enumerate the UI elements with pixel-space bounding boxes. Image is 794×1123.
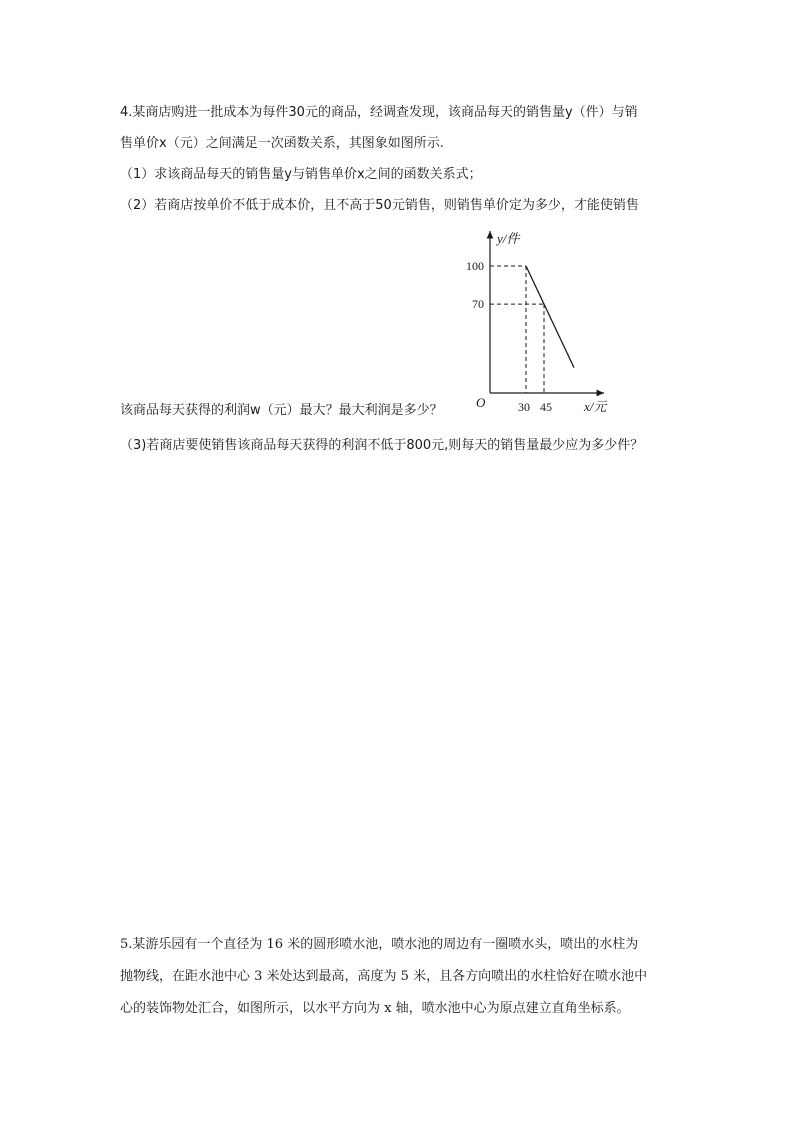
y-tick-label-70: 70 — [472, 297, 484, 312]
function-line — [526, 266, 574, 368]
problem5-line1: 5.某游乐园有一个直径为 16 米的圆形喷水池，喷水池的周边有一圈喷水头，喷出的水柱为 — [120, 937, 639, 952]
x-tick-label-30: 30 — [518, 400, 530, 414]
problem4-q3: （3)若商店要使销售该商品每天获得的利润不低于800元,则每天的销售量最少应为多少件？ — [120, 438, 644, 453]
problem4-q2-a: （2）若商店按单价不低于成本价，且不高于50元销售，则销售单价定为多少，才能使销售 — [120, 198, 639, 213]
x-tick-label-45: 45 — [540, 400, 552, 414]
x-axis-label: x/元 — [584, 399, 607, 414]
problem5-line2: 抛物线，在距水池中心 3 米处达到最高，高度为 5 米，且各方向喷出的水柱恰好在喷水池中 — [120, 969, 648, 984]
problem5-line3: 心的装饰物处汇合，如图所示，以水平方向为 x 轴，喷水池中心为原点建立直角坐标系。 — [120, 1001, 630, 1016]
origin-label: O — [476, 395, 486, 410]
problem4-q2-b: 该商品每天获得的利润w（元）最大？最大利润是多少？ — [120, 403, 443, 418]
problem4-line2: 售单价x（元）之间满足一次函数关系，其图象如图所示. — [120, 136, 444, 151]
y-axis-label: y/件 — [497, 231, 520, 246]
problem4-q1: （1）求该商品每天的销售量y与销售单价x之间的函数关系式； — [120, 167, 482, 182]
problem4-line1: 4.某商店购进一批成本为每件30元的商品，经调查发现，该商品每天的销售量y（件）与销 — [120, 105, 638, 120]
y-tick-label-100: 100 — [466, 259, 484, 273]
